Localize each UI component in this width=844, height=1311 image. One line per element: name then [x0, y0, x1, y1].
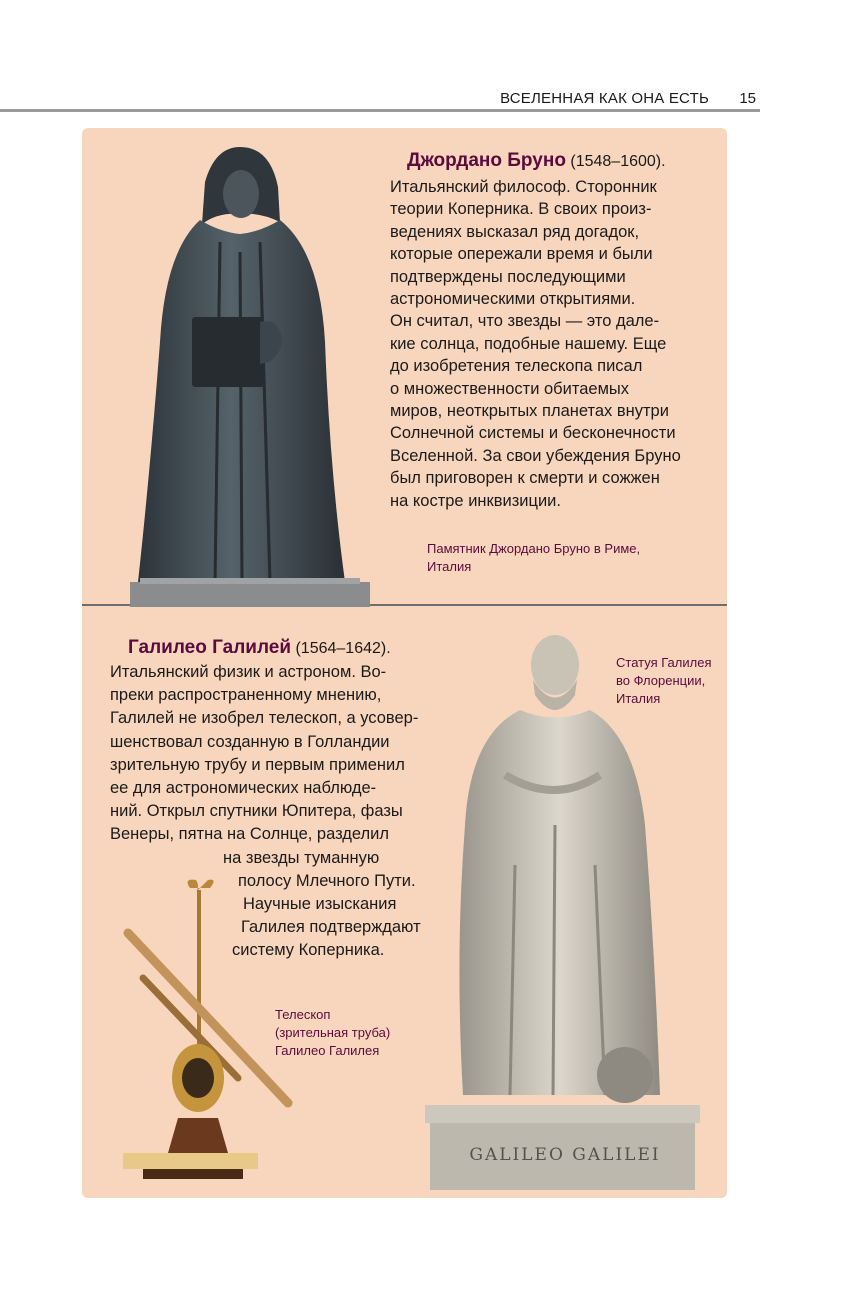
- galileo-text-line: Итальянский физик и астроном. Во-: [110, 663, 387, 681]
- bruno-text-line: Итальянский философ. Сторонник: [390, 178, 657, 196]
- bruno-text-line: до изобретения телескопа писал: [390, 357, 643, 376]
- bruno-text-line: Вселенной. За свои убеждения Бруно: [390, 446, 681, 465]
- bruno-heading: [407, 150, 666, 172]
- bruno-name: Джордано Бруно: [407, 150, 566, 171]
- telescope-image: [118, 878, 298, 1183]
- statue-caption-line: Статуя Галилея: [616, 655, 712, 670]
- bruno-text-line: которые опережали время и были: [390, 245, 653, 264]
- bruno-text-line: подтверждены последующими: [390, 267, 626, 286]
- bruno-text-line: астрономическими открытиями.: [390, 290, 636, 308]
- telescope-caption-line: Телескоп: [275, 1007, 331, 1022]
- bruno-caption-line: Италия: [427, 559, 472, 574]
- bruno-caption: [427, 540, 640, 576]
- statue-inscription: GALILEO GALILEI: [469, 1145, 661, 1165]
- galileo-text-line: на звезды туманную: [223, 848, 380, 867]
- galileo-statue-caption: [616, 654, 712, 708]
- running-header: [0, 86, 756, 110]
- statue-caption-line: во Флоренции,: [616, 673, 706, 688]
- telescope-caption: [275, 1006, 390, 1060]
- galileo-text-line: Галилей не изобрел телескоп, а усовер-: [110, 709, 419, 728]
- galileo-name: Галилео Галилей: [128, 637, 292, 658]
- galileo-text-line: полосу Млечного Пути.: [238, 871, 416, 890]
- galileo-text-line: ее для астрономических наблюде-: [110, 779, 377, 797]
- section-title: ВСЕЛЕННАЯ КАК ОНА ЕСТЬ: [500, 90, 709, 107]
- galileo-text-line: зрительную трубу и первым применил: [110, 755, 405, 774]
- bruno-text-line: был приговорен к смерти и сожжен: [390, 469, 660, 488]
- galileo-text-line: Научные изыскания: [243, 895, 397, 913]
- bruno-text-line: ведениях высказал ряд догадок,: [390, 222, 640, 241]
- bruno-text-line: Солнечной системы и бесконечности: [390, 424, 676, 443]
- galileo-statue-image: [425, 625, 700, 1193]
- galileo-text-line: Венеры, пятна на Солнце, разделил: [110, 825, 390, 844]
- bruno-statue-image: [120, 142, 370, 607]
- bruno-text-line: о множественности обитаемых: [390, 379, 630, 398]
- galileo-text-line: систему Коперника.: [232, 941, 385, 960]
- bruno-caption-line: Памятник Джордано Бруно в Риме,: [427, 541, 641, 556]
- bruno-text-line: Он считал, что звезды — это дале-: [390, 312, 660, 331]
- bruno-text-line: теории Коперника. В своих произ-: [390, 200, 652, 219]
- galileo-heading: [128, 637, 391, 659]
- galileo-text-line: Галилея подтверждают: [241, 918, 421, 937]
- telescope-caption-line: Галилео Галилея: [275, 1043, 380, 1058]
- page-number: 15: [739, 90, 756, 107]
- bruno-text-line: кие солнца, подобные нашему. Еще: [390, 334, 667, 353]
- galileo-text-line: шенствовал созданную в Голландии: [110, 732, 390, 751]
- galileo-text-line: преки распространенному мнению,: [110, 686, 382, 705]
- bruno-text-line: на костре инквизиции.: [390, 491, 561, 510]
- statue-caption-line: Италия: [616, 691, 661, 706]
- bruno-dates: (1548–1600).: [570, 153, 666, 170]
- bruno-text-line: миров, неоткрытых планетах внутри: [390, 402, 669, 420]
- galileo-text-line: ний. Открыл спутники Юпитера, фазы: [110, 802, 403, 821]
- telescope-caption-line: (зрительная труба): [275, 1025, 391, 1040]
- galileo-dates: (1564–1642).: [295, 640, 391, 657]
- header-rule: [0, 109, 760, 112]
